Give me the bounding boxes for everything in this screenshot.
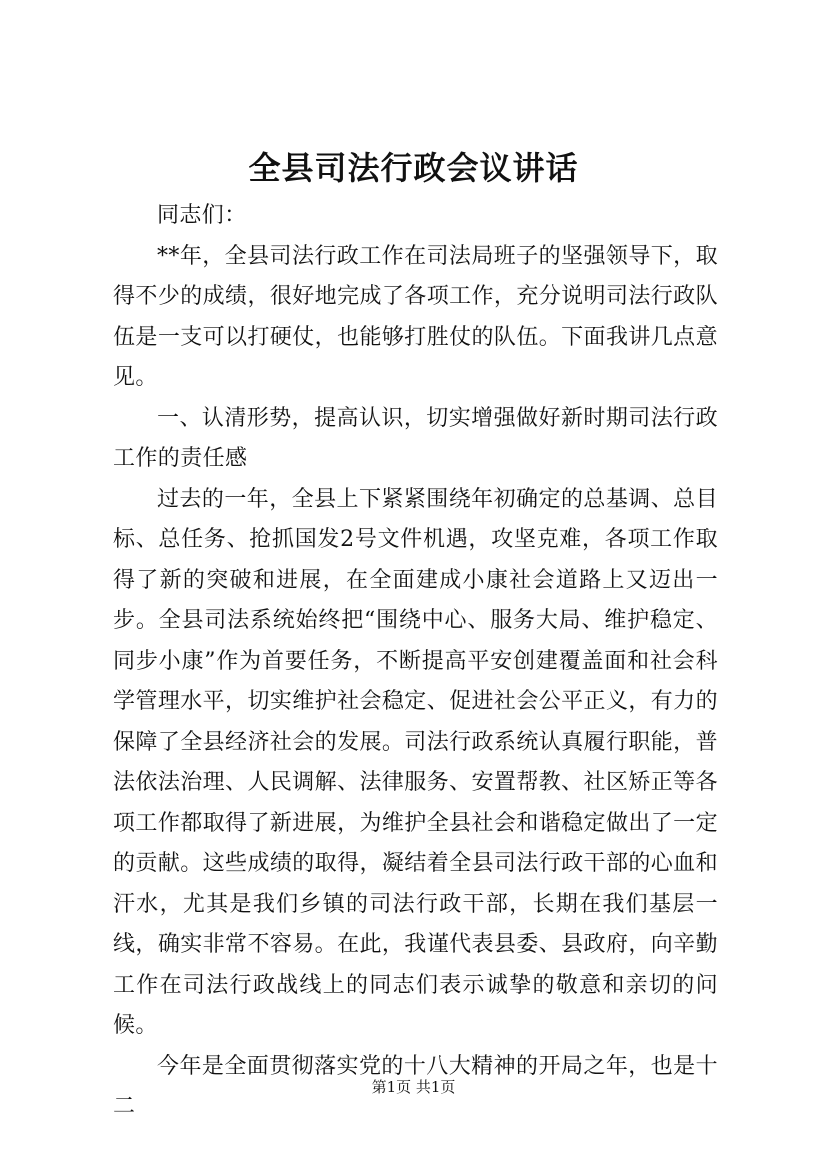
document-title: 全县司法行政会议讲话 [248,149,579,187]
page-footer: 第1页 共1页 [371,1078,456,1096]
intro-paragraph: **年，全县司法行政工作在司法局班子的坚强领导下，取得不少的成绩，很好地完成了各项工作，充分说明司法行政队伍是一支可以打硬仗，也能够打胜仗的队伍。下面我讲几点意见。 [113,243,718,390]
closing-paragraph: 今年是全面贯彻落实党的十八大精神的开局之年，也是十二 [113,1053,718,1119]
document-body [113,196,718,1128]
salutation-paragraph: 同志们： [157,203,247,228]
section-heading-paragraph: 一、认清形势，提高认识，切实增强做好新时期司法行政工作的责任感 [113,405,718,471]
review-paragraph: 过去的一年，全县上下紧紧围绕年初确定的总基调、总目标、总任务、抢抓国发2号文件机遇，攻坚克难，各项工作取得了新的突破和进展，在全面建成小康社会道路上又迈出一步。全县司法系统始终把“围绕中心、服务大局、维护稳定、同步小康”作为首要任务，不断提高平安创建覆盖面和社会科学管理水平，切实维护社会稳定、促进社会公平正义，有力的保障了全县经济社会的发展。司法行政系统认真履行职能，普法依法治理、人民调解、法律服务、安置帮教、社区矫正等各项工作都取得了新进展，为维护全县社会和谐稳定做出了一定的贡献。这些成绩的取得，凝结着全县司法行政干部的心血和汗水，尤其是我们乡镇的司法行政干部，长期在我们基层一线，确实非常不容易。在此，我谨代表县委、县政府，向辛勤工作在司法行政战线上的同志们表示诚挚的敬意和亲切的问候。 [113,486,718,1038]
